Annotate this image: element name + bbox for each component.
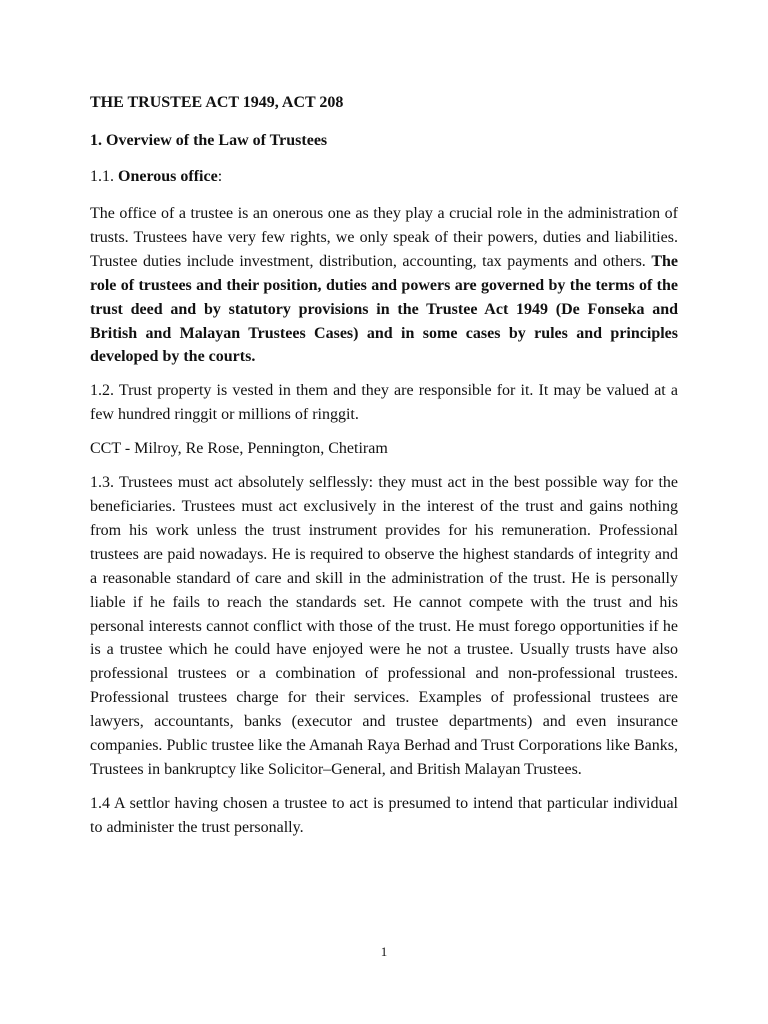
paragraph-1-3: 1.3. Trustees must act absolutely selflessly: they must act in the best possible way for the beneficiaries. Trustees must act exclusively in the interest of the trust and gains nothing from his work unless the trust instrument provides for his remuneration. Professional trustees are paid nowadays. He is required to observe the highest standards of integrity and a reasonable standard of care and skill in the administration of the trust. He is personally liable if he fails to reach the standards set. He cannot compete with the trust and his personal interests cannot conflict with those of the trust. He must forego opportunities if he is a trustee which he could have enjoyed were he not a trustee. Usually trusts have also professional trustees or a combination of professional and non-professional trustees. Professional trustees charge for their services. Examples of professional trustees are lawyers, accountants, banks (executor and trustee departments) and even insurance companies. Public trustee like the Amanah Raya Berhad and Trust Corporations like Banks, Trustees in bankruptcy like Solicitor–General, and British Malayan Trustees. [90, 474, 678, 778]
subsection-number: 1.1. [90, 168, 114, 185]
section-heading: 1. Overview of the Law of Trustees [90, 132, 328, 149]
paragraph-1-1-plain: The office of a trustee is an onerous one as they play a crucial role in the administration of trusts. Trustees have very few rights, we only speak of their powers, duties and liabilities. Trustee duties include investment, distribution, accounting, tax payments and others. [90, 205, 678, 270]
document-page [90, 92, 678, 850]
paragraph-1-1-bold: The role of trustees and their position, duties and powers are governed by the terms of the trust deed and by statutory provisions in the Trustee Act 1949 (De Fonseka and British and Malayan Trustees Cases) and in some cases by rules and principles developed by the courts. [90, 252, 678, 366]
document-title: THE TRUSTEE ACT 1949, ACT 208 [90, 94, 344, 111]
paragraph-1-2: 1.2. Trust property is vested in them and they are responsible for it. It may be valued at a few hundred ringgit or millions of ringgit. [90, 382, 678, 424]
subsection-suffix: : [217, 168, 223, 185]
paragraph-cct: CCT - Milroy, Re Rose, Pennington, Chetiram [90, 440, 388, 458]
paragraph-1-4: 1.4 A settlor having chosen a trustee to act is presumed to intend that particular individual to administer the trust personally. [90, 794, 678, 836]
subsection-label: Onerous office [118, 168, 218, 185]
page-number: 1 [380, 944, 388, 959]
subsection-heading [90, 166, 678, 188]
paragraph-1-1 [90, 202, 678, 369]
